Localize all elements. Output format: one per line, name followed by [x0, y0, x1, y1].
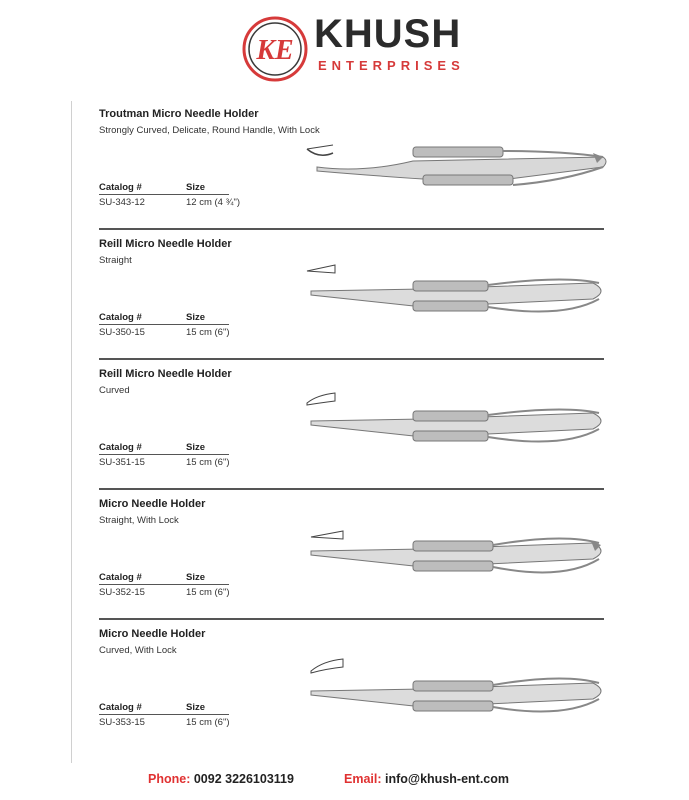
catalog-label: Catalog #: [99, 702, 142, 713]
size-value: 12 cm (4 ¾"): [186, 197, 241, 208]
needle-holder-image: [303, 131, 609, 201]
size-label: Size: [186, 442, 206, 453]
product-micro-needle-holder-curved-lock: [99, 621, 604, 751]
email-label: Email:: [344, 772, 382, 786]
product-description: Strongly Curved, Delicate, Round Handle, With Lock: [99, 125, 320, 136]
catalog-label: Catalog #: [99, 312, 142, 323]
phone-contact: [148, 772, 294, 786]
contact-footer: [0, 772, 689, 792]
brand-logo-icon: [242, 16, 308, 82]
product-troutman-micro-needle-holder: [99, 101, 604, 231]
size-label: Size: [186, 702, 206, 713]
catalog-label: Catalog #: [99, 572, 142, 583]
left-divider: [71, 101, 72, 763]
product-title: Troutman Micro Needle Holder: [99, 108, 259, 120]
catalog-number: SU-352-15: [99, 587, 145, 598]
needle-holder-image: [303, 651, 609, 721]
phone-number: 0092 3226103119: [193, 772, 294, 786]
size-label: Size: [186, 312, 206, 323]
product-title: Reill Micro Needle Holder: [99, 238, 232, 250]
catalog-number: SU-353-15: [99, 717, 145, 728]
header: [0, 0, 689, 92]
section-divider: [99, 358, 604, 360]
brand-monogram: KE: [256, 35, 294, 66]
brand-name: KHUSH: [314, 12, 462, 56]
product-description: Curved, With Lock: [99, 645, 177, 656]
product-description: Straight, With Lock: [99, 515, 179, 526]
section-divider: [99, 488, 604, 490]
label-underline: [99, 454, 229, 455]
catalog-label: Catalog #: [99, 442, 142, 453]
product-title: Micro Needle Holder: [99, 498, 206, 510]
product-description: Curved: [99, 385, 130, 396]
needle-holder-image: [303, 521, 609, 591]
brand-tagline: ENTERPRISES: [318, 58, 465, 73]
size-value: 15 cm (6"): [186, 457, 230, 468]
email-address[interactable]: info@khush-ent.com: [385, 772, 509, 786]
label-underline: [99, 194, 229, 195]
catalog-number: SU-350-15: [99, 327, 145, 338]
catalog-number: SU-343-12: [99, 197, 145, 208]
section-divider: [99, 618, 604, 620]
product-description: Straight: [99, 255, 132, 266]
catalog-label: Catalog #: [99, 182, 142, 193]
email-contact: [344, 772, 509, 786]
label-underline: [99, 324, 229, 325]
phone-label: Phone:: [148, 772, 191, 786]
size-label: Size: [186, 572, 206, 583]
section-divider: [99, 228, 604, 230]
size-value: 15 cm (6"): [186, 587, 230, 598]
product-reill-micro-needle-holder-curved: [99, 361, 604, 491]
label-underline: [99, 584, 229, 585]
needle-holder-image: [303, 261, 609, 331]
product-title: Reill Micro Needle Holder: [99, 368, 232, 380]
size-label: Size: [186, 182, 206, 193]
label-underline: [99, 714, 229, 715]
size-value: 15 cm (6"): [186, 327, 230, 338]
product-micro-needle-holder-straight-lock: [99, 491, 604, 621]
catalog-number: SU-351-15: [99, 457, 145, 468]
product-reill-micro-needle-holder-straight: [99, 231, 604, 361]
size-value: 15 cm (6"): [186, 717, 230, 728]
product-title: Micro Needle Holder: [99, 628, 206, 640]
needle-holder-image: [303, 391, 609, 461]
